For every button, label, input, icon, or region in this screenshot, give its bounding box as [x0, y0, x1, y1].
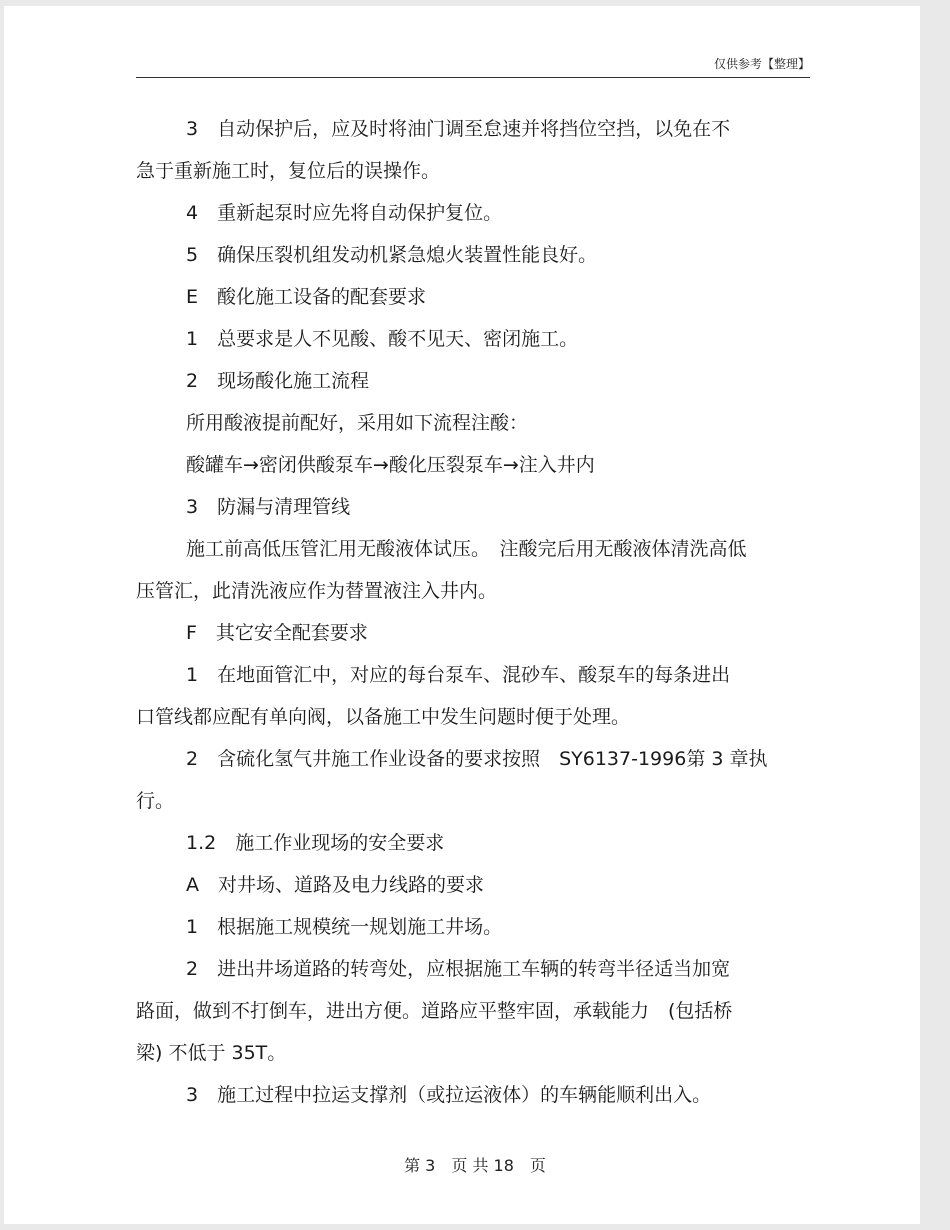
paragraph-line: 5 确保压裂机组发动机紧急熄火装置性能良好。	[186, 244, 598, 266]
paragraph-line: 所用酸液提前配好，采用如下流程注酸：	[186, 412, 529, 434]
paragraph-line: 3 施工过程中拉运支撑剂（或拉运液体）的车辆能顺利出入。	[186, 1084, 712, 1106]
paragraph-line: F 其它安全配套要求	[186, 622, 368, 644]
paragraph-continuation-line: 口管线都应配有单向阀，以备施工中发生问题时便于处理。	[136, 706, 631, 728]
paragraph-line: 酸罐车→密闭供酸泵车→酸化压裂泵车→注入井内	[186, 454, 595, 476]
page-footer: 第 3 页 共 18 页	[404, 1156, 546, 1175]
document-body	[136, 108, 806, 1116]
paragraph-line: 4 重新起泵时应先将自动保护复位。	[186, 202, 503, 224]
paragraph-line: 1.2 施工作业现场的安全要求	[186, 832, 445, 854]
paragraph-line: A 对井场、道路及电力线路的要求	[186, 874, 484, 896]
paragraph-line: 3 自动保护后，应及时将油门调至怠速并将挡位空挡，以免在不	[186, 118, 731, 140]
paragraph-continuation-line: 路面，做到不打倒车，进出方便。道路应平整牢固，承载能力 (包括桥	[136, 1000, 733, 1022]
paragraph-line: 1 总要求是人不见酸、酸不见天、密闭施工。	[186, 328, 579, 350]
page-header	[136, 56, 810, 78]
paragraph-continuation-line: 急于重新施工时，复位后的误操作。	[136, 160, 441, 182]
header-note: 仅供参考【整理】	[713, 57, 810, 71]
paragraph-continuation-line: 梁) 不低于 35T。	[136, 1042, 287, 1064]
header-rule	[136, 77, 810, 78]
paragraph-line: 1 根据施工规模统一规划施工井场。	[186, 916, 503, 938]
paragraph-line: 2 进出井场道路的转弯处，应根据施工车辆的转弯半径适当加宽	[186, 958, 731, 980]
paragraph-continuation-line: 压管汇，此清洗液应作为替置液注入井内。	[136, 580, 498, 602]
paragraph-line: 施工前高低压管汇用无酸液体试压。 注酸完后用无酸液体清洗高低	[186, 538, 747, 560]
paragraph-continuation-line: 行。	[136, 790, 175, 812]
paragraph-line: E 酸化施工设备的配套要求	[186, 286, 427, 308]
paragraph-line: 2 现场酸化施工流程	[186, 370, 370, 392]
paragraph-line: 1 在地面管汇中，对应的每台泵车、混砂车、酸泵车的每条进出	[186, 664, 731, 686]
paragraph-line: 3 防漏与清理管线	[186, 496, 351, 518]
paragraph-line: 2 含硫化氢气井施工作业设备的要求按照 SY6137-1996第 3 章执	[186, 748, 768, 770]
